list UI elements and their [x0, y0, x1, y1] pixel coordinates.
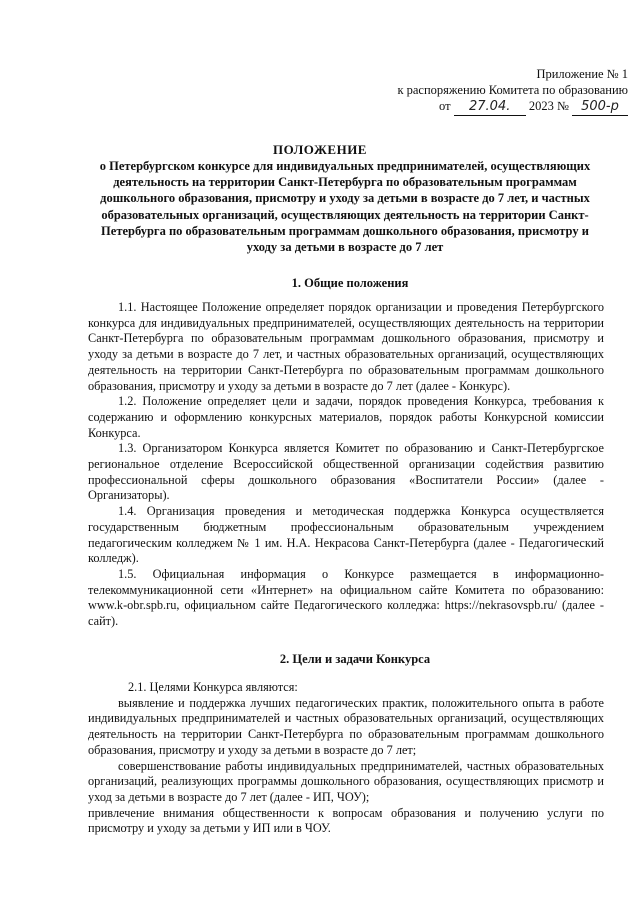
- paragraph-1-4: 1.4. Организация проведения и методическая поддержка Конкурса осуществляется государственным бюджетным профессиональным образовательным учреждением педагогическим колледжем № 1 им. Н.А. Некрасова Санкт-Петербурга (далее - Педагогический колледж).: [88, 504, 604, 566]
- appendix-header: [308, 66, 628, 116]
- paragraph-1-5: 1.5. Официальная информация о Конкурсе размещается в информационно-телекоммуникационной сети «Интернет» на официальном сайте Комитета по образованию: www.k-obr.spb.ru, официальном сайте Педагогического колледжа: https://nekrasovspb.ru/ (далее - сайт).: [88, 566, 604, 629]
- section-2-heading: 2. Цели и задачи Конкурса: [279, 652, 431, 666]
- paragraph-1-2: 1.2. Положение определяет цели и задачи, порядок проведения Конкурса, требования к содержанию и оформлению конкурсных материалов, порядок работы Конкурсной комиссии Конкурса.: [88, 394, 604, 440]
- date-prefix: от: [439, 99, 451, 113]
- goal-item-2: совершенствование работы индивидуальных предпринимателей, частных образовательных организаций, реализующих программы дошкольного образования, осуществляющих присмотр и уход за детьми в возрасте до 7 лет (далее - ИП, ЧОУ);: [88, 758, 604, 804]
- goal-item-1: выявление и поддержка лучших педагогических практик, положительного опыта в работе индивидуальных предпринимателей и частных образовательных организаций, осуществляющих деятельность на территории Санкт-Петербурга по образовательным программам дошкольного образования, присмотру и уходу за детьми в возрасте до 7 лет;: [88, 695, 604, 757]
- document-title: ПОЛОЖЕНИЕ: [273, 142, 367, 157]
- section-2-body: [88, 680, 604, 837]
- paragraph-1-3: 1.3. Организатором Конкурса является Комитет по образованию и Санкт-Петербургское региональное отделение Всероссийской общественной организации содействия развитию профессиональной сферы дошкольного образования «Воспитатели России» (далее - Организаторы).: [88, 441, 604, 503]
- goal-item-3: привлечение внимания общественности к вопросам образования и получению услуги по присмотру и уходу за детьми у ИП или в ЧОУ.: [88, 805, 604, 836]
- section-1-body: [88, 300, 604, 630]
- order-reference: к распоряжению Комитета по образованию: [397, 83, 628, 97]
- appendix-number: Приложение № 1: [536, 67, 628, 81]
- year-number-label: 2023 №: [528, 99, 569, 113]
- section-1-heading: 1. Общие положения: [291, 276, 409, 290]
- document-subtitle: о Петербургском конкурсе для индивидуальных предпринимателей, осуществляющих деятельность на территории Санкт-Петербурга по образовательным программам дошкольного образования, присмотру и уходу за детьми в возрасте до 7 лет, и частных образовательных организаций, осуществляющих деятельность на территории Санкт-Петербурга по образовательным программам дошкольного образования, присмотру и уходу за детьми в возрасте до 7 лет: [99, 159, 591, 255]
- paragraph-1-1: 1.1. Настоящее Положение определяет порядок организации и проведения Петербургского конкурса для индивидуальных предпринимателей, осуществляющих деятельность на территории Санкт-Петербурга по образовательным программам дошкольного образования, присмотру и уходу за детьми в возрасте до 7 лет, и частных образовательных организаций, осуществляющих деятельность на территории Санкт-Петербурга по образовательным программам дошкольного образования, присмотру и уходу за детьми в возрасте до 7 лет (далее - Конкурс).: [88, 300, 604, 393]
- paragraph-2-1-intro: 2.1. Целями Конкурса являются:: [128, 680, 298, 694]
- handwritten-date: 27.04.: [454, 99, 526, 116]
- order-date-line: [308, 98, 628, 116]
- handwritten-order-number: 500-р: [572, 99, 628, 116]
